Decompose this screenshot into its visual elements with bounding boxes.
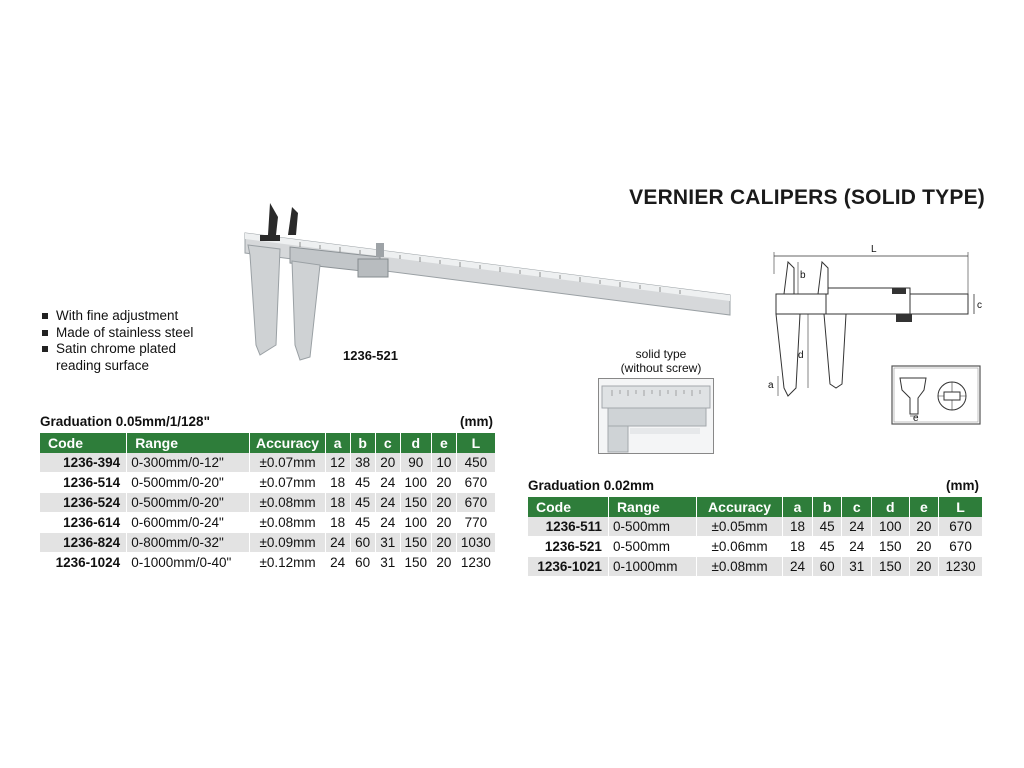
cell-b: 45 [350, 473, 375, 493]
solid-type-caption: solid type (without screw) [620, 347, 702, 375]
cell-a: 18 [783, 537, 813, 557]
cell-e: 20 [431, 533, 456, 553]
cell-e: 20 [431, 553, 456, 573]
cell-e: 20 [909, 517, 939, 537]
cell-c: 24 [375, 473, 400, 493]
cell-accuracy: ±0.05mm [696, 517, 782, 537]
cell-L: 670 [939, 537, 983, 557]
col-header-e: e [909, 497, 939, 517]
cell-code: 1236-394 [40, 453, 127, 473]
col-header-L: L [939, 497, 983, 517]
feature-list [40, 308, 193, 374]
label-b: b [800, 270, 806, 281]
table1-unit-label: (mm) [460, 414, 493, 429]
cell-code: 1236-824 [40, 533, 127, 553]
col-header-b: b [350, 433, 375, 453]
cell-c: 31 [375, 553, 400, 573]
cell-c: 31 [375, 533, 400, 553]
cell-e: 20 [909, 557, 939, 577]
cell-L: 670 [939, 517, 983, 537]
label-c: c [977, 300, 982, 311]
col-header-c: c [375, 433, 400, 453]
cell-d: 100 [400, 473, 431, 493]
table2-unit-label: (mm) [946, 478, 979, 493]
col-header-d: d [400, 433, 431, 453]
cell-accuracy: ±0.09mm [250, 533, 325, 553]
cell-a: 12 [325, 453, 350, 473]
cell-L: 450 [456, 453, 495, 473]
table-row [40, 453, 496, 473]
cell-c: 31 [842, 557, 872, 577]
col-header-accuracy: Accuracy [696, 497, 782, 517]
table-row [40, 533, 496, 553]
cell-e: 20 [431, 473, 456, 493]
cell-a: 24 [325, 553, 350, 573]
cell-b: 60 [812, 557, 842, 577]
cell-code: 1236-521 [528, 537, 608, 557]
col-header-d: d [872, 497, 910, 517]
cell-d: 150 [872, 537, 910, 557]
col-header-b: b [812, 497, 842, 517]
col-header-L: L [456, 433, 495, 453]
col-header-a: a [325, 433, 350, 453]
table-row [40, 553, 496, 573]
cell-L: 670 [456, 473, 495, 493]
cell-b: 38 [350, 453, 375, 473]
cell-d: 100 [400, 513, 431, 533]
feature-item-continued: reading surface [56, 357, 150, 373]
table1-graduation-label: Graduation 0.05mm/1/128" [40, 414, 210, 429]
bullet-icon [42, 313, 48, 319]
cell-range: 0-500mm [608, 537, 696, 557]
cell-code: 1236-1024 [40, 553, 127, 573]
cell-range: 0-500mm [608, 517, 696, 537]
table-header-row [528, 497, 983, 517]
cell-a: 18 [783, 517, 813, 537]
cell-accuracy: ±0.06mm [696, 537, 782, 557]
cell-range: 0-600mm/0-24" [127, 513, 250, 533]
col-header-c: c [842, 497, 872, 517]
feature-item: With fine adjustment [40, 308, 193, 325]
cell-range: 0-500mm/0-20" [127, 493, 250, 513]
cell-code: 1236-614 [40, 513, 127, 533]
table-header-row [40, 433, 496, 453]
feature-item: Satin chrome plated [40, 341, 193, 358]
cell-a: 24 [783, 557, 813, 577]
cell-b: 45 [812, 517, 842, 537]
cell-b: 45 [812, 537, 842, 557]
cell-a: 18 [325, 493, 350, 513]
cell-c: 24 [375, 493, 400, 513]
label-L: L [871, 244, 877, 255]
cell-code: 1236-511 [528, 517, 608, 537]
col-header-code: Code [40, 433, 127, 453]
cell-d: 150 [400, 553, 431, 573]
cell-range: 0-500mm/0-20" [127, 473, 250, 493]
cell-d: 150 [400, 493, 431, 513]
col-header-accuracy: Accuracy [250, 433, 325, 453]
table-row [528, 517, 983, 537]
cell-b: 45 [350, 513, 375, 533]
label-a: a [768, 380, 774, 391]
table-row [40, 493, 496, 513]
cell-L: 1230 [939, 557, 983, 577]
feature-item: Made of stainless steel [40, 325, 193, 342]
col-header-code: Code [528, 497, 608, 517]
cell-b: 60 [350, 553, 375, 573]
spec-table-1 [40, 433, 496, 573]
cell-range: 0-800mm/0-32" [127, 533, 250, 553]
table-row [40, 513, 496, 533]
cell-accuracy: ±0.07mm [250, 453, 325, 473]
cell-d: 100 [872, 517, 910, 537]
cell-accuracy: ±0.07mm [250, 473, 325, 493]
cell-a: 24 [325, 533, 350, 553]
bullet-icon [42, 330, 48, 336]
cell-b: 45 [350, 493, 375, 513]
spec-table-2 [528, 497, 983, 577]
cell-c: 24 [842, 517, 872, 537]
cell-c: 20 [375, 453, 400, 473]
cell-a: 18 [325, 513, 350, 533]
model-label: 1236-521 [343, 348, 398, 363]
cell-b: 60 [350, 533, 375, 553]
cell-code: 1236-524 [40, 493, 127, 513]
cell-range: 0-300mm/0-12" [127, 453, 250, 473]
table-row [528, 557, 983, 577]
cell-accuracy: ±0.08mm [696, 557, 782, 577]
cell-accuracy: ±0.08mm [250, 493, 325, 513]
cell-c: 24 [842, 537, 872, 557]
cell-d: 90 [400, 453, 431, 473]
cell-code: 1236-1021 [528, 557, 608, 577]
cell-e: 20 [431, 493, 456, 513]
col-header-a: a [783, 497, 813, 517]
cell-e: 20 [431, 513, 456, 533]
cell-range: 0-1000mm/0-40" [127, 553, 250, 573]
cell-L: 670 [456, 493, 495, 513]
cell-e: 20 [909, 537, 939, 557]
cell-L: 1030 [456, 533, 495, 553]
caliper-product-image [240, 195, 740, 365]
label-d: d [798, 350, 804, 361]
cell-accuracy: ±0.08mm [250, 513, 325, 533]
cell-c: 24 [375, 513, 400, 533]
cell-L: 1230 [456, 553, 495, 573]
page-title: VERNIER CALIPERS (SOLID TYPE) [629, 186, 985, 209]
cell-code: 1236-514 [40, 473, 127, 493]
cell-d: 150 [400, 533, 431, 553]
col-header-e: e [431, 433, 456, 453]
cell-e: 10 [431, 453, 456, 473]
cell-d: 150 [872, 557, 910, 577]
label-e: e [913, 413, 919, 424]
col-header-range: Range [127, 433, 250, 453]
cell-range: 0-1000mm [608, 557, 696, 577]
cell-accuracy: ±0.12mm [250, 553, 325, 573]
table2-graduation-label: Graduation 0.02mm [528, 478, 655, 493]
cell-L: 770 [456, 513, 495, 533]
col-header-range: Range [608, 497, 696, 517]
cell-a: 18 [325, 473, 350, 493]
solid-type-inset-image [598, 378, 714, 454]
table-row [40, 473, 496, 493]
bullet-icon [42, 346, 48, 352]
table-row [528, 537, 983, 557]
